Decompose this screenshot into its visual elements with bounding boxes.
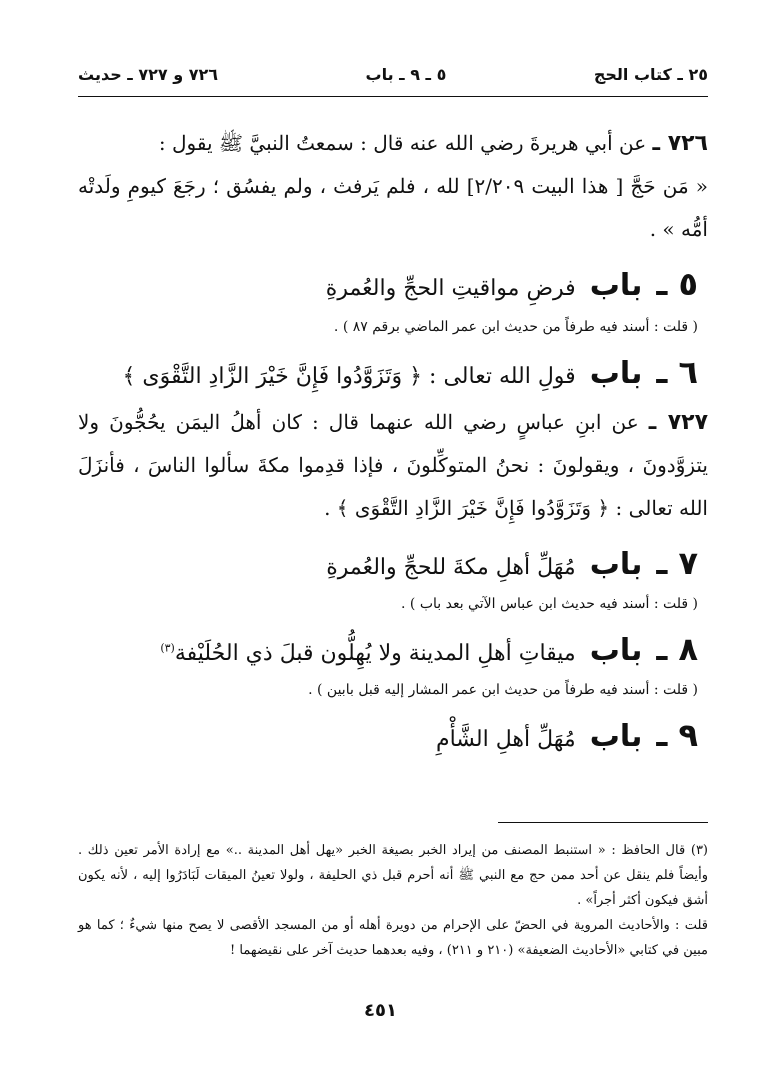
bab-6: [78, 353, 708, 391]
bab-word: باب: [589, 633, 643, 668]
header-section: ٥ ـ ٩ ـ باب: [365, 64, 447, 84]
bab-title: فرضِ مواقيتِ الحجِّ والعُمرةِ: [325, 276, 576, 301]
bab-word: باب: [589, 356, 643, 391]
hadith-text: عن ابنِ عباسٍ رضي الله عنهما قال : كان أهلُ اليمَن يحُجُّونَ ولا يتزوَّدونَ ، ويقولونَ : نحنُ المتوكِّلونَ ، فإذا قدِموا مكةَ سألوا الناسَ ، فأنزَلَ الله تعالى : ﴿ وَتَزَوَّدُوا فَإِنَّ خَيْرَ الزَّادِ التَّقْوَى ﴾ .: [78, 410, 708, 520]
bab-7: [78, 544, 708, 582]
header-divider: [78, 96, 708, 97]
bab-title-text: ميقاتِ أهلِ المدينة ولا يُهِلُّون قبلَ ذي الحُلَيْفة: [174, 641, 576, 666]
hadith-number: ٧٢٧ ـ: [648, 410, 709, 435]
bab-number: ٧ ـ: [656, 544, 698, 582]
header-hadith-range: ٧٢٦ و ٧٢٧ ـ حديث: [78, 64, 219, 84]
footnote-3: (٣) قال الحافظ : « استنبط المصنف من إيراد الخبر بصيغة الخبر «يهل أهل المدينة ..» مع إرادة الأمر تعين ذلك . وأيضاً فلم ينقل عن أحد ممن حج مع النبي ﷺ أنه أحرم قبل ذي الحليفة ، ولولا تعينُ الميقات لَبَادَرُوا إليه ، لأنه يكون أشق فيكون أكثر أجراً» .: [78, 843, 708, 908]
bab-note: ( قلت : أسند فيه طرفاً من حديث ابن عمر المشار إليه قبل بابين ) .: [308, 682, 698, 698]
bab-note: ( قلت : أسند فيه طرفاً من حديث ابن عمر الماضي برقم ٨٧ ) .: [333, 319, 698, 335]
bab-9: [78, 716, 708, 754]
bab-note: ( قلت : أسند فيه حديث ابن عباس الآتي بعد باب ) .: [401, 596, 698, 612]
bab-word: باب: [589, 719, 643, 754]
bab-title: مُهَلِّ أهلِ الشَّأْمِ: [435, 727, 576, 752]
hadith-727: [78, 401, 708, 530]
hadith-726: [78, 122, 708, 165]
footnotes: [78, 838, 708, 963]
footnote-comment: قلت : والأحاديث المروية في الحضّ على الإحرام من دويرة أهله أو من المسجد الأقصى لا يصح منها شيءٌ ؛ كما هو مبين في كتابي «الأحاديث الضعيفة» (٢١٠ و ٢١١) ، وفيه بعدهما حديث آخر على نقيضهما !: [78, 918, 708, 958]
bab-number: ٦ ـ: [656, 353, 698, 391]
footnote-marker: (٣): [160, 641, 175, 655]
bab-number: ٨ ـ: [656, 630, 698, 668]
bab-title: قولِ الله تعالى : ﴿ وَتَزَوَّدُوا فَإِنَّ خَيْرَ الزَّادِ التَّقْوَى ﴾: [122, 364, 576, 389]
hadith-matn: « مَن حَجَّ [ هذا البيت ٢/٢٠٩] لله ، فلم يَرفث ، ولم يفسُق ؛ رجَعَ كيومِ ولَدتْه أمُّه » .: [78, 174, 708, 241]
bab-5: [78, 265, 708, 303]
main-text: [78, 122, 708, 754]
footnote-divider: [498, 822, 708, 823]
bab-word: باب: [589, 268, 643, 303]
bab-title: [160, 641, 575, 666]
bab-title: مُهَلِّ أهلِ مكةَ للحجِّ والعُمرةِ: [326, 555, 576, 580]
running-header: [78, 60, 708, 88]
hadith-number: ٧٢٦ ـ: [652, 131, 708, 156]
page-number: ٤٥١: [364, 1000, 397, 1021]
bab-number: ٥ ـ: [656, 265, 698, 303]
bab-8: [78, 630, 708, 668]
header-chapter: ٢٥ ـ كتاب الحج: [593, 64, 708, 84]
bab-word: باب: [589, 547, 643, 582]
bab-number: ٩ ـ: [656, 716, 698, 754]
hadith-isnad: عن أبي هريرةَ رضي الله عنه قال : سمعتُ النبيَّ ﷺ يقول :: [158, 131, 647, 155]
